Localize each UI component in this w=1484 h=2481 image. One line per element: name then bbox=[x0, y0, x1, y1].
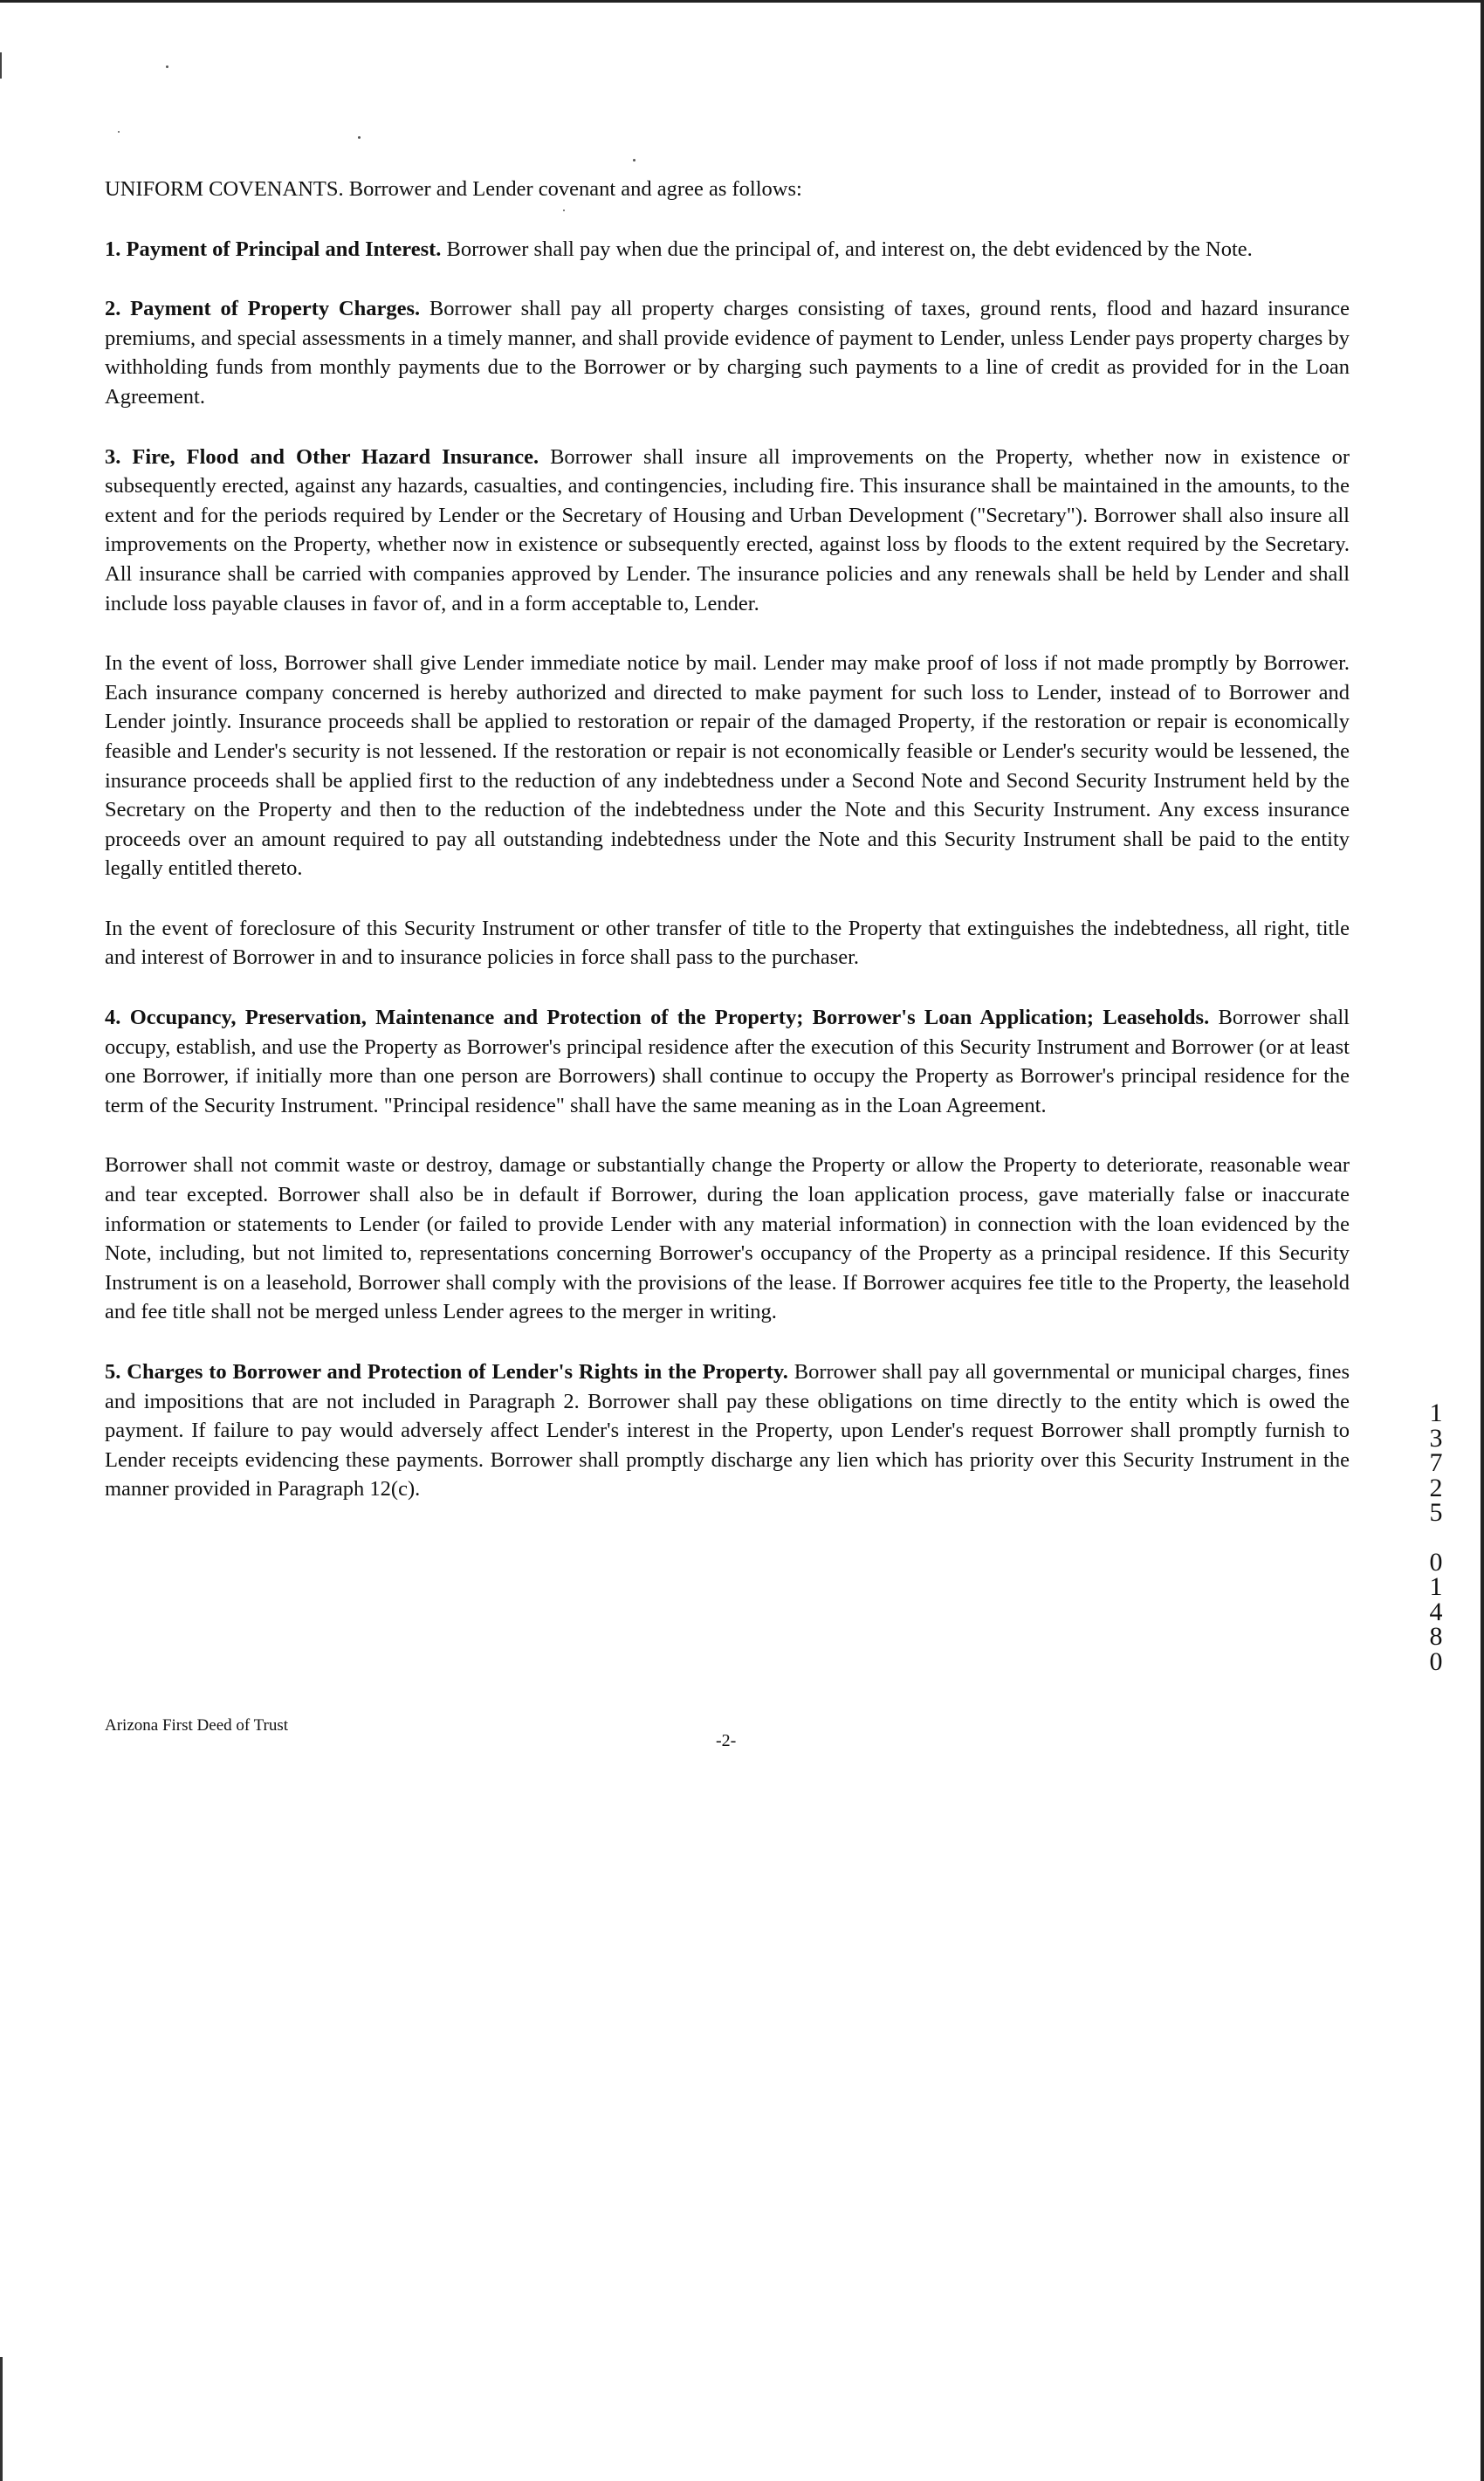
section-1-heading: 1. Payment of Principal and Interest. bbox=[105, 237, 442, 261]
recording-number bbox=[1421, 1401, 1451, 1674]
scan-edge-right bbox=[1481, 0, 1484, 2481]
recording-digit: 7 bbox=[1429, 1448, 1443, 1477]
recording-gap bbox=[1421, 1526, 1451, 1550]
scan-edge-left-top bbox=[0, 52, 2, 79]
section-3-heading: 3. Fire, Flood and Other Hazard Insurance. bbox=[105, 444, 539, 469]
paragraph-waste: Borrower shall not commit waste or destroy, damage or substantially change the Property or allow the Property to deteriorate, reasonable wear and tear excepted. Borrower shall also be in default if Borrower, during the loan application process, gave materially false or inaccurate information or statements to Lender (or failed to provide Lender with any material information) in connection with the loan evidenced by the Note, including, but not limited to, representations concerning Borrower's occupancy of the Property as a principal residence. If this Security Instrument is on a leasehold, Borrower shall comply with the provisions of the lease. If Borrower acquires fee title to the Property, the leasehold and fee title shall not be merged unless Lender agrees to the merger in writing. bbox=[105, 1153, 1350, 1324]
recording-digit: 1 bbox=[1429, 1572, 1443, 1601]
section-5 bbox=[105, 1357, 1350, 1504]
scan-speck bbox=[633, 159, 636, 162]
section-3-text: Borrower shall insure all improvements on the Property, whether now in existence or subsequently erected, against any hazards, casualties, and contingencies, including fire. This insurance shall be maintained in the amounts, to the extent and for the periods required by Lender or the Secretary of Housing and Urban Development ("Secretary"). Borrower shall also insure all improvements on the Property, whether now in existence or subsequently erected, against loss by floods to the extent required by the Secretary. All insurance shall be carried with companies approved by Lender. The insurance policies and any renewals shall be held by Lender and shall include loss payable clauses in favor of, and in a form acceptable to, Lender. bbox=[105, 444, 1350, 615]
scan-speck bbox=[358, 136, 361, 139]
section-2-heading: 2. Payment of Property Charges. bbox=[105, 297, 421, 321]
page-number: -2- bbox=[716, 1731, 737, 1750]
paragraph-loss: In the event of loss, Borrower shall give Lender immediate notice by mail. Lender may make proof of loss if not made promptly by Borrower. Each insurance company concerned is hereby authorized and directed to make payment for such loss to Lender, instead of to Borrower and Lender jointly. Insurance proceeds shall be applied to restoration or repair of the damaged Property, if the restoration or repair is economically feasible and Lender's security is not lessened. If the restoration or repair is not economically feasible or Lender's security would be lessened, the insurance proceeds shall be applied first to the reduction of any indebtedness under a Second Note and Second Security Instrument held by the Secretary on the Property and then to the reduction of the indebtedness under the Note and this Security Instrument. Any excess insurance proceeds over an amount required to pay all outstanding indebtedness under the Note and this Security Instrument shall be paid to the entity legally entitled thereto. bbox=[105, 651, 1350, 881]
scan-edge-top bbox=[0, 0, 1484, 3]
section-3 bbox=[105, 443, 1350, 619]
section-4-heading: 4. Occupancy, Preservation, Maintenance and Protection of the Property; Borrower's Loan Application; Leaseholds. bbox=[105, 1006, 1210, 1030]
section-2-text: Borrower shall pay all property charges consisting of taxes, ground rents, flood and hazard insurance premiums, and special assessments in a timely manner, and shall provide evidence of payment to Lender, unless Lender pays property charges by withholding funds from monthly payments due to the Borrower or by charging such payments to a line of credit as provided for in the Loan Agreement. bbox=[105, 297, 1350, 409]
recording-digit: 5 bbox=[1429, 1498, 1443, 1527]
recording-digit: 8 bbox=[1429, 1622, 1443, 1651]
scan-speck bbox=[118, 131, 120, 133]
recording-digit: 1 bbox=[1429, 1399, 1443, 1427]
scan-edge-left bbox=[0, 2357, 3, 2481]
section-5-heading: 5. Charges to Borrower and Protection of Lender's Rights in the Property. bbox=[105, 1360, 788, 1384]
section-2 bbox=[105, 294, 1350, 411]
scan-speck bbox=[166, 65, 168, 68]
recording-digit: 3 bbox=[1429, 1423, 1443, 1453]
paragraph-foreclosure: In the event of foreclosure of this Security Instrument or other transfer of title to the Property that extinguishes the indebtedness, all right, title and interest of Borrower in and to insurance policies in force shall pass to the purchaser. bbox=[105, 916, 1350, 970]
intro-line: UNIFORM COVENANTS. Borrower and Lender covenant and agree as follows: bbox=[105, 177, 802, 201]
recording-digit: 2 bbox=[1429, 1473, 1443, 1502]
section-1-text: Borrower shall pay when due the principal of, and interest on, the debt evidenced by the Note. bbox=[441, 237, 1253, 261]
recording-digit: 0 bbox=[1429, 1547, 1443, 1577]
section-5-text: Borrower shall pay all governmental or municipal charges, fines and impositions that are not included in Paragraph 2. Borrower shall pay these obligations on time directly to the entity which is owed the payment. If failure to pay would adversely affect Lender's interest in the Property, upon Lender's request Borrower shall promptly furnish to Lender receipts evidencing these payments. Borrower shall promptly discharge any lien which has priority over this Security Instrument in the manner provided in Paragraph 12(c). bbox=[105, 1360, 1350, 1502]
document-body bbox=[105, 175, 1350, 1535]
section-4-text: Borrower shall occupy, establish, and use the Property as Borrower's principal residence after the execution of this Security Instrument and Borrower (or at least one Borrower, if initially more than one person are Borrowers) shall continue to occupy the Property as Borrower's principal residence for the term of the Security Instrument. "Principal residence" shall have the same meaning as in the Loan Agreement. bbox=[105, 1006, 1350, 1117]
recording-digit: 0 bbox=[1429, 1646, 1443, 1676]
footer-document-title: Arizona First Deed of Trust bbox=[105, 1716, 289, 1735]
recording-digit: 4 bbox=[1429, 1597, 1443, 1626]
section-4 bbox=[105, 1003, 1350, 1120]
section-1 bbox=[105, 235, 1350, 265]
